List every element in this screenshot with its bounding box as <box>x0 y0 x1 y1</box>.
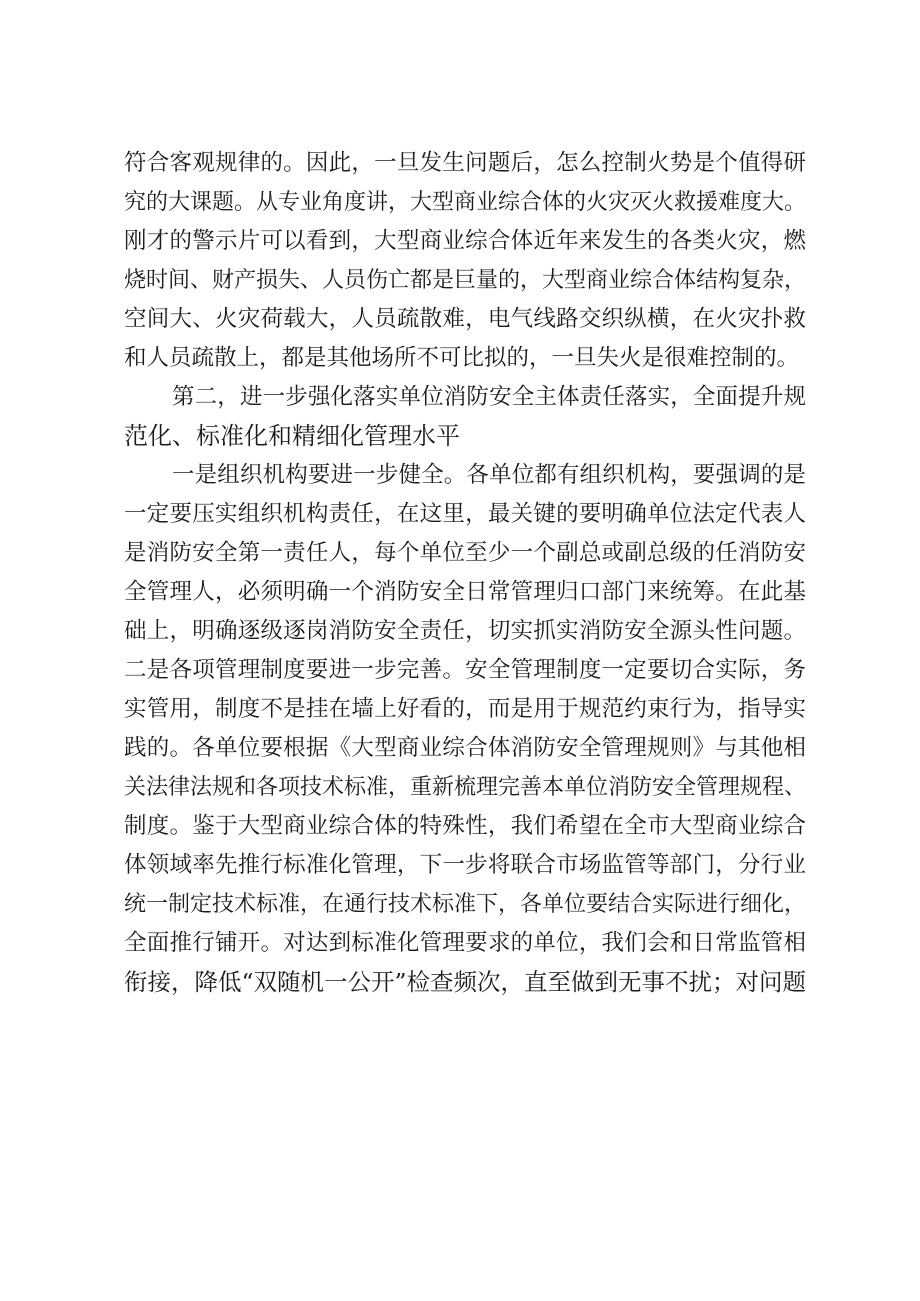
text-line-12: 全管理人，必须明确一个消防安全日常管理归口部门来统筹。在此基 <box>124 579 806 605</box>
text-line-11: 是消防安全第一责任人，每个单位至少一个副总或副总级的任消防安 <box>124 540 806 566</box>
section-heading-line-1: 第二，进一步强化落实单位消防安全主体责任落实，全面提升规 <box>172 384 806 410</box>
text-line-09: 一是组织机构要进一步健全。各单位都有组织机构，要强调的是 <box>172 462 806 488</box>
text-line-04: 烧时间、财产损失、人员伤亡都是巨量的，大型商业综合体结构复杂， <box>124 268 807 293</box>
text-line-02: 究的大课题。从专业角度讲，大型商业综合体的火灾灭火救援难度大。 <box>124 190 807 215</box>
text-line-05: 空间大、火灾荷载大，人员疏散难，电气线路交织纵横，在火灾扑救 <box>124 306 806 332</box>
text-line-10: 一定要压实组织机构责任，在这里，最关键的要明确单位法定代表人 <box>124 501 806 527</box>
text-line-21: 全面推行铺开。对达到标准化管理要求的单位，我们会和日常监管相 <box>124 930 806 956</box>
text-line-22: 衔接，降低“双随机一公开”检查频次，直至做到无事不扰；对问题 <box>124 968 807 996</box>
section-heading-line-2: 范化、标准化和精细化管理水平 <box>124 422 460 450</box>
text-line-19: 体领域率先推行标准化管理，下一步将联合市场监管等部门，分行业 <box>124 852 806 878</box>
text-line-15: 实管用，制度不是挂在墙上好看的，而是用于规范约束行为，指导实 <box>124 696 806 722</box>
text-line-01: 符合客观规律的。因此，一旦发生问题后，怎么控制火势是个值得研 <box>124 150 806 176</box>
text-line-06: 和人员疏散上，都是其他场所不可比拟的，一旦失火是很难控制的。 <box>124 345 800 371</box>
text-line-03: 刚才的警示片可以看到，大型商业综合体近年来发生的各类火灾，燃 <box>124 228 806 254</box>
text-line-20: 统一制定技术标准，在通行技术标准下，各单位要结合实际进行细化， <box>124 892 807 917</box>
text-line-13: 础上，明确逐级逐岗消防安全责任，切实抓实消防安全源头性问题。 <box>124 618 806 644</box>
text-line-18: 制度。鉴于大型商业综合体的特殊性，我们希望在全市大型商业综合 <box>124 813 806 839</box>
document-body <box>124 144 806 1002</box>
text-line-17: 关法律法规和各项技术标准，重新梳理完善本单位消防安全管理规程、 <box>124 775 807 800</box>
text-line-14: 二是各项管理制度要进一步完善。安全管理制度一定要切合实际，务 <box>124 657 806 683</box>
text-line-16: 践的。各单位要根据《大型商业综合体消防安全管理规则》与其他相 <box>124 735 806 761</box>
